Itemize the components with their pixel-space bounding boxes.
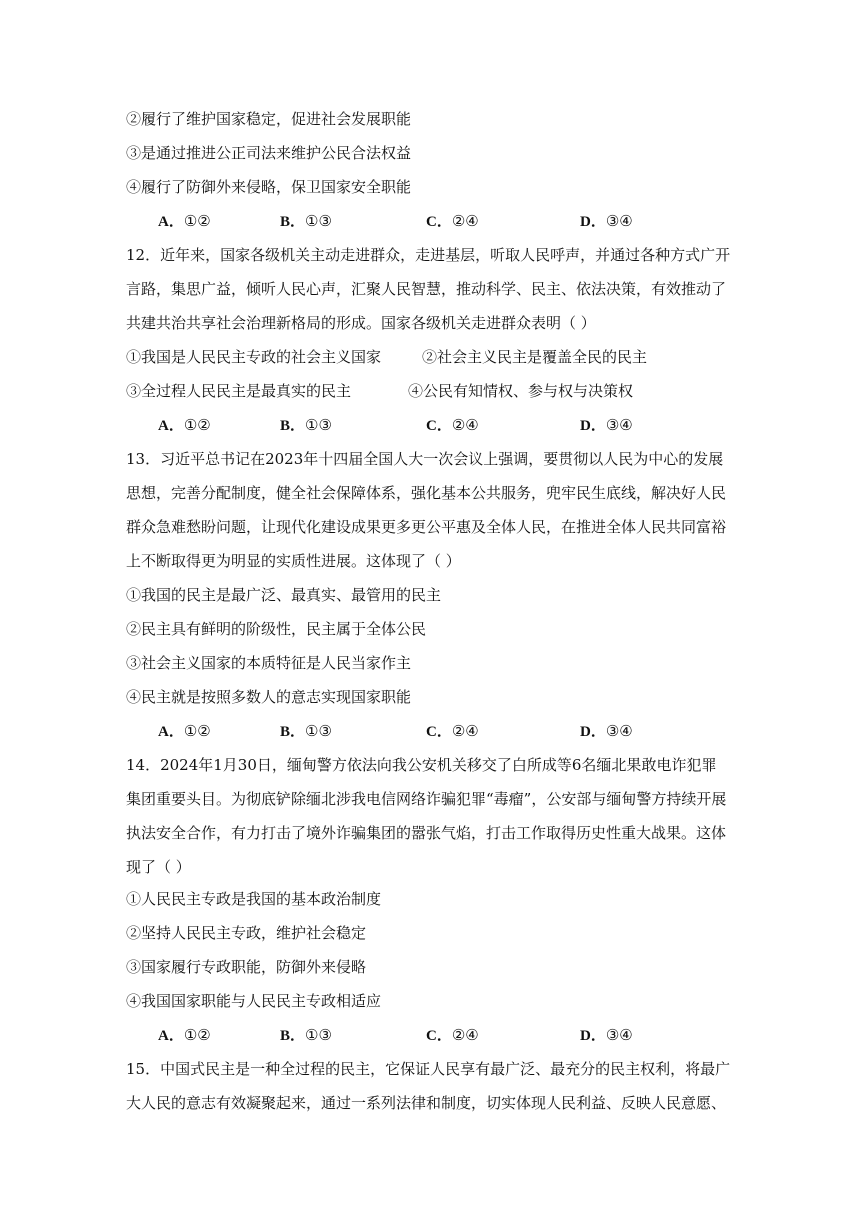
q12-item-1: ①我国是人民民主专政的社会主义国家 (126, 348, 382, 366)
q13-option-b: B．①③ (280, 722, 332, 740)
q14-option-c: C．②④ (426, 1026, 479, 1044)
q13-stem-line-1: 13．习近平总书记在2023年十四届全国人大一次会议上强调，要贯彻以人民为中心的发展 (126, 450, 724, 468)
q12-option-d: D．③④ (580, 416, 633, 434)
q13-stem-line-2: 思想，完善分配制度，健全社会保障体系，强化基本公共服务，兜牢民生底线，解决好人民 (126, 484, 727, 502)
q14-item-3: ③国家履行专政职能，防御外来侵略 (126, 958, 367, 976)
q12-option-a: A．①② (158, 416, 211, 434)
q14-stem-line-1: 14．2024年1月30日，缅甸警方依法向我公安机关移交了白所成等6名缅北果敢电诈犯罪 (126, 756, 717, 774)
q13-item-3: ③社会主义国家的本质特征是人民当家作主 (126, 654, 412, 672)
q12-item-4: ④公民有知情权、参与权与决策权 (408, 382, 634, 400)
q13-item-2: ②民主具有鲜明的阶级性，民主属于全体公民 (126, 620, 427, 638)
q13-options (158, 720, 718, 742)
q11-option-d: D．③④ (580, 212, 633, 230)
q13-stem-line-3: 群众急难愁盼问题，让现代化建设成果更多更公平惠及全体人民，在推进全体人民共同富裕 (126, 518, 727, 536)
q14-stem-line-4: 现了（ ） (126, 858, 191, 876)
q12-options (158, 414, 718, 436)
q12-item-2: ②社会主义民主是覆盖全民的民主 (422, 348, 648, 366)
q13-item-1: ①我国的民主是最广泛、最真实、最管用的民主 (126, 586, 442, 604)
q13-item-4: ④民主就是按照多数人的意志实现国家职能 (126, 688, 412, 706)
q14-option-a: A．①② (158, 1026, 211, 1044)
q12-stem-line-1: 12．近年来，国家各级机关主动走进群众，走进基层，听取人民呼声，并通过各种方式广开 (126, 246, 731, 264)
q11-option-c: C．②④ (426, 212, 479, 230)
q12-stem-line-3: 共建共治共享社会治理新格局的形成。国家各级机关走进群众表明（ ） (126, 314, 596, 332)
q15-stem-line-1: 15．中国式民主是一种全过程的民主，它保证人民享有最广泛、最充分的民主权利，将最广 (126, 1060, 731, 1078)
q11-item-2: ②履行了维护国家稳定，促进社会发展职能 (126, 110, 412, 128)
q11-option-b: B．①③ (280, 212, 332, 230)
q11-option-a: A．①② (158, 212, 211, 230)
q14-option-b: B．①③ (280, 1026, 332, 1044)
q14-item-4: ④我国国家职能与人民民主专政相适应 (126, 992, 382, 1010)
q11-options (158, 210, 718, 232)
q14-option-d: D．③④ (580, 1026, 633, 1044)
q12-option-c: C．②④ (426, 416, 479, 434)
q14-item-1: ①人民民主专政是我国的基本政治制度 (126, 890, 382, 908)
q13-stem-line-4: 上不断取得更为明显的实质性进展。这体现了（ ） (126, 552, 461, 570)
q12-item-3: ③全过程人民民主是最真实的民主 (126, 382, 352, 400)
q11-item-4: ④履行了防御外来侵略，保卫国家安全职能 (126, 178, 412, 196)
q15-stem-line-2: 大人民的意志有效凝聚起来，通过一系列法律和制度，切实体现人民利益、反映人民意愿、 (126, 1094, 727, 1112)
q12-option-b: B．①③ (280, 416, 332, 434)
q13-option-c: C．②④ (426, 722, 479, 740)
q13-option-a: A．①② (158, 722, 211, 740)
q14-options (158, 1024, 718, 1046)
q12-items-row-1 (126, 346, 746, 368)
q14-stem-line-3: 执法安全合作，有力打击了境外诈骗集团的嚣张气焰，打击工作取得历史性重大战果。这体 (126, 824, 727, 842)
q11-item-3: ③是通过推进公正司法来维护公民合法权益 (126, 144, 412, 162)
q12-stem-line-2: 言路，集思广益，倾听人民心声，汇聚人民智慧，推动科学、民主、依法决策，有效推动了 (126, 280, 727, 298)
q14-item-2: ②坚持人民民主专政，维护社会稳定 (126, 924, 367, 942)
q13-option-d: D．③④ (580, 722, 633, 740)
q14-stem-line-2: 集团重要头目。为彻底铲除缅北涉我电信网络诈骗犯罪“毒瘤”，公安部与缅甸警方持续开展 (126, 790, 727, 808)
q12-items-row-2 (126, 380, 746, 402)
